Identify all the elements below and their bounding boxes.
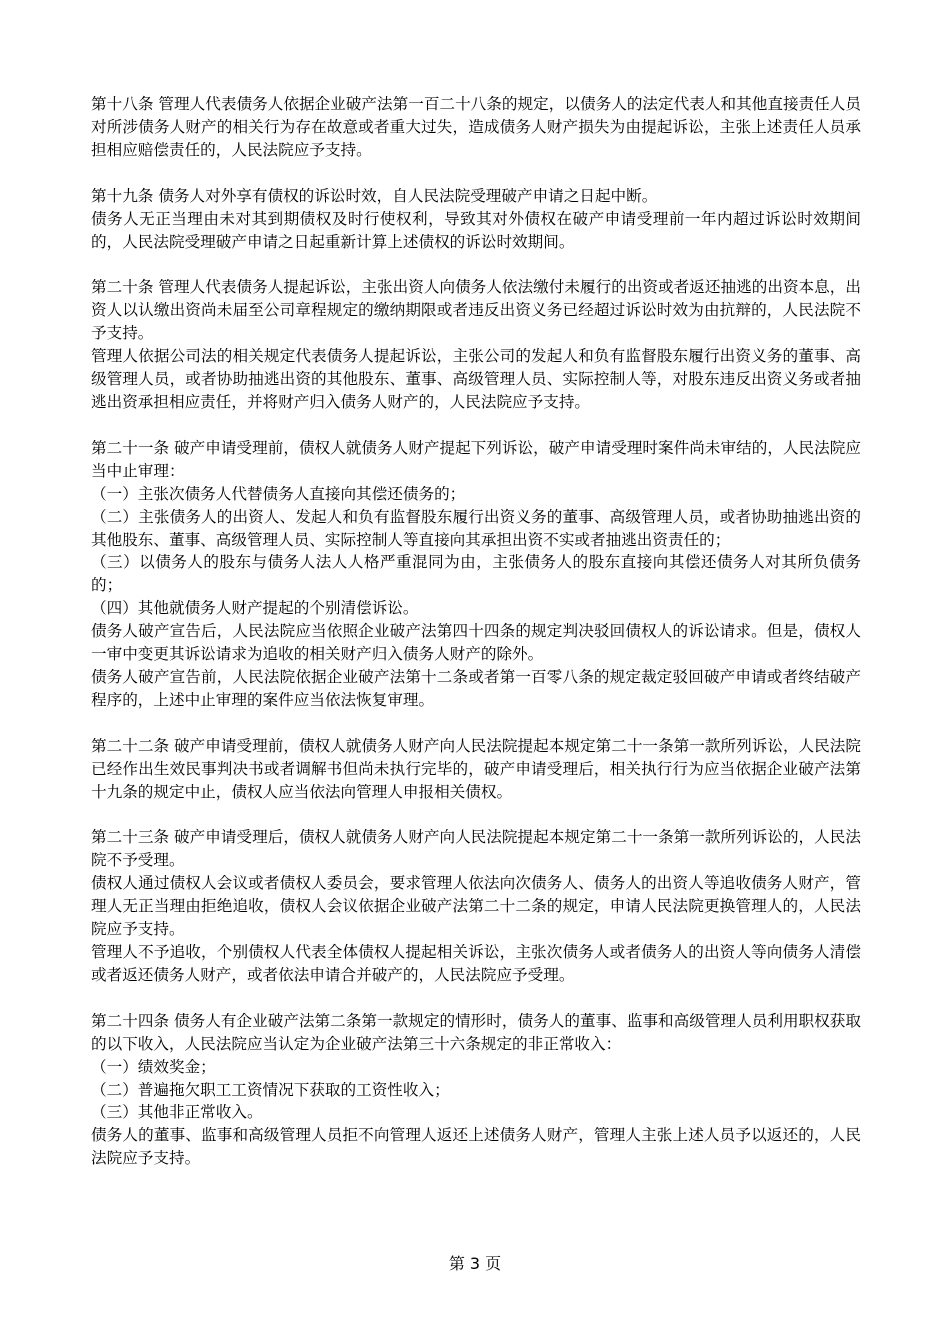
article-22-paragraph-1: 第二十二条 破产申请受理前，债权人就债务人财产向人民法院提起本规定第二十一条第一款所列诉讼，人民法院已经作出生效民事判决书或者调解书但尚未执行完毕的，破产申请受理后，相关执行行为应当依据企业破产法第十九条的规定中止，债权人应当依法向管理人申报相关债权。 xyxy=(91,736,861,801)
article-21-paragraph-3: 债务人破产宣告前，人民法院依据企业破产法第十二条或者第一百零八条的规定裁定驳回破产申请或者终结破产程序的，上述中止审理的案件应当依法恢复审理。 xyxy=(91,667,861,709)
article-23 xyxy=(91,826,861,986)
article-23-paragraph-2: 债权人通过债权人会议或者债权人委员会，要求管理人依法向次债务人、债务人的出资人等追收债务人财产，管理人无正当理由拒绝追收，债权人会议依据企业破产法第二十二条的规定，申请人民法院更换管理人的，人民法院应予支持。 xyxy=(91,874,861,939)
page-number: 第 3 页 xyxy=(448,1254,502,1273)
article-21-item-1: （一）主张次债务人代替债务人直接向其偿还债务的； xyxy=(91,484,466,503)
article-21-paragraph-2: 债务人破产宣告后，人民法院应当依照企业破产法第四十四条的规定判决驳回债权人的诉讼请求。但是，债权人一审中变更其诉讼请求为追收的相关财产归入债务人财产的除外。 xyxy=(91,622,861,664)
article-19 xyxy=(91,185,861,254)
article-19-paragraph-1: 第十九条 债务人对外享有债权的诉讼时效，自人民法院受理破产申请之日起中断。 xyxy=(91,186,658,205)
article-22 xyxy=(91,735,861,804)
article-18 xyxy=(91,93,861,162)
article-23-paragraph-1: 第二十三条 破产申请受理后，债权人就债务人财产向人民法院提起本规定第二十一条第一款所列诉讼的，人民法院不予受理。 xyxy=(91,828,861,870)
article-18-paragraph-1: 第十八条 管理人代表债务人依据企业破产法第一百二十八条的规定，以债务人的法定代表人和其他直接责任人员对所涉债务人财产的相关行为存在故意或者重大过失，造成债务人财产损失为由提起诉讼，主张上述责任人员承担相应赔偿责任的，人民法院应予支持。 xyxy=(91,95,861,159)
article-21-item-2: （二）主张债务人的出资人、发起人和负有监督股东履行出资义务的董事、高级管理人员，或者协助抽逃出资的其他股东、董事、高级管理人员、实际控制人等直接向其承担出资不实或者抽逃出资责任的； xyxy=(91,507,861,549)
article-19-paragraph-2: 债务人无正当理由未对其到期债权及时行使权利，导致其对外债权在破产申请受理前一年内超过诉讼时效期间的，人民法院受理破产申请之日起重新计算上述债权的诉讼时效期间。 xyxy=(91,209,861,251)
article-21-item-4: （四）其他就债务人财产提起的个别清偿诉讼。 xyxy=(91,599,419,618)
document-body xyxy=(91,93,861,1193)
article-23-paragraph-3: 管理人不予追收，个别债权人代表全体债权人提起相关诉讼，主张次债务人或者债务人的出资人等向债务人清偿或者返还债务人财产，或者依法申请合并破产的，人民法院应予受理。 xyxy=(91,943,861,984)
article-20-paragraph-1: 第二十条 管理人代表债务人提起诉讼，主张出资人向债务人依法缴付未履行的出资或者返还抽逃的出资本息，出资人以认缴出资尚未届至公司章程规定的缴纳期限或者违反出资义务已经超过诉讼时效为由抗辩的，人民法院不予支持。 xyxy=(91,278,861,343)
article-24-item-3: （三）其他非正常收入。 xyxy=(91,1103,263,1122)
article-21-item-3: （三）以债务人的股东与债务人法人人格严重混同为由，主张债务人的股东直接向其偿还债务人对其所负债务的； xyxy=(91,553,861,595)
article-20-paragraph-2: 管理人依据公司法的相关规定代表债务人提起诉讼，主张公司的发起人和负有监督股东履行出资义务的董事、高级管理人员，或者协助抽逃出资的其他股东、董事、高级管理人员、实际控制人等，对股东违反出资义务或者抽逃出资承担相应责任，并将财产归入债务人财产的，人民法院应予支持。 xyxy=(91,347,861,411)
article-24-paragraph-2: 债务人的董事、监事和高级管理人员拒不向管理人返还上述债务人财产，管理人主张上述人员予以返还的，人民法院应予支持。 xyxy=(91,1126,861,1168)
article-24-item-1: （一）绩效奖金； xyxy=(91,1057,216,1076)
article-24-paragraph-1: 第二十四条 债务人有企业破产法第二条第一款规定的情形时，债务人的董事、监事和高级管理人员利用职权获取的以下收入，人民法院应当认定为企业破产法第三十六条规定的非正常收入： xyxy=(91,1011,861,1053)
article-21-paragraph-1: 第二十一条 破产申请受理前，债权人就债务人财产提起下列诉讼，破产申请受理时案件尚未审结的，人民法院应当中止审理： xyxy=(91,438,861,480)
article-21 xyxy=(91,437,861,712)
article-24 xyxy=(91,1010,861,1170)
article-20 xyxy=(91,276,861,413)
article-24-item-2: （二）普遍拖欠职工工资情况下获取的工资性收入； xyxy=(91,1080,450,1099)
